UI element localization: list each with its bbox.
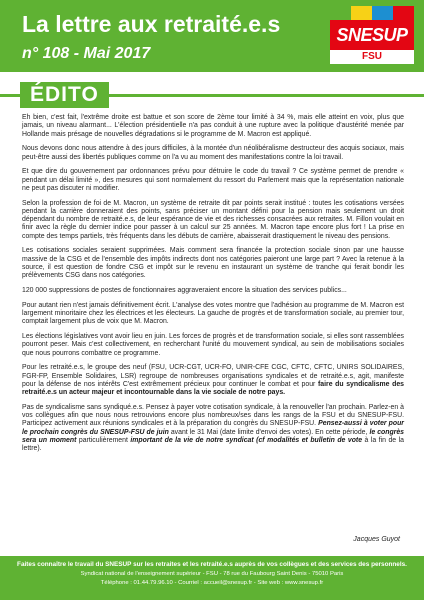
logo-subtitle: FSU: [330, 50, 414, 64]
emphasis-text: important de la vie de notre syndicat (cf modalités et bulletin de vote: [130, 437, 363, 445]
footer-contact: Téléphone : 01.44.79.96.10 - Courriel : accueil@snesup.fr - Site web : www.snesup.fr: [100, 580, 324, 586]
logo-bar-yellow: [351, 6, 372, 20]
author-signature: Jacques Guyot: [353, 536, 400, 543]
section-heading: ÉDITO: [30, 83, 99, 106]
footer: [0, 556, 424, 600]
snesup-fsu-logo: [330, 6, 414, 64]
section-heading-box: [20, 82, 109, 108]
emphasis-text: le congrès sera un moment: [22, 428, 405, 445]
newsletter-title: La lettre aux retraité.e.s: [22, 11, 281, 37]
paragraph: Les élections législatives vont avoir lieu en juin. Les forces de progrès et de transformation sociale, si elles sont rassemblées pourront peser. Mais c'est collectivement, en recherchant l'unité du mouvement syndical, au sein de mobilisations sociales que nous pourrons combattre ce programme.: [22, 332, 404, 357]
emphasis-text: Pensez-aussi à voter pour le prochain congrès du SNESUP-FSU de juin: [22, 420, 404, 436]
editorial-article: [22, 114, 404, 460]
paragraph: Selon la profession de foi de M. Macron, un système de retraite dit par points serait institué : toutes les cotisations versées pendant la carrière donneraient des points, sans préciser un montant défini pour la pension mais seulement un droit dépendant du nombre de retraité.e.s, de leur espérance de vie et des richesses consacrées aux retraites. M. Fillon voulait en finir avec la règle du dernier indice pour passer à un calcul sur 25 années. M. Macron tape encore plus fort ! La prise en compte des temps partiels, très fréquents dans les débuts de carrière, abaisserait drastiquement le niveau des pensions.: [22, 199, 404, 240]
issue-number: n° 108 - Mai 2017: [22, 45, 151, 62]
paragraph: [22, 404, 404, 454]
paragraph: Et que dire du gouvernement par ordonnances prévu pour détruire le code du travail ? Ce système permet de prendre « pendant un délai limité », des mesures qui sont normalement du ressort du Parlement mais que la représentation nationale ne peut pas discuter ni modifier.: [22, 168, 404, 192]
paragraph-text: Pas de syndicalisme sans syndiqué.e.s. Pensez à payer votre cotisation syndicale, à la renouveller l'an prochain. Parlez-en à vos collègues afin que nous nous retrouvions encore plus nombreux/ses dans les rangs de la FSU et du SNESUP-FSU. Participez activement aux réunions syndicales et à la préparation du congrès du SNESUP-FSU.: [22, 403, 404, 428]
footer-address: Syndicat national de l'enseignement supérieur - FSU - 78 rue du Faubourg Saint Denis - 75010 Paris: [80, 571, 344, 577]
paragraph: 120 000 suppressions de postes de fonctionnaires aggraveraient encore la situation des services publics...: [22, 287, 347, 294]
paragraph: Nous devons donc nous attendre à des jours difficiles, à la montée d'un néolibéralisme destructeur des acquis sociaux, mais peut-être aussi des libertés publiques comme on l'a vu au moment des manifestations contre la loi travail.: [22, 145, 404, 161]
footer-tagline: Faites connaître le travail du SNESUP sur les retraites et les retraité.e.s auprès de vos collègues et des services des personnels.: [17, 561, 407, 568]
paragraph-text: Pour les retraité.e.s, le groupe des neuf (FSU, UCR-CGT, UCR-FO, UNIR-CFE CGC, CFTC, CFTC, UNIRS SOLIDAIRES, FGR-FP, Ensemble Solidaires, LSR) regroupe de nombreuses organisations syndicales et de retraité.e.s, agit, manifeste pour la défense de nos intérêts C'est extrêmement précieux pour continuer le combat et pour: [22, 364, 404, 388]
logo-color-bars: [330, 6, 414, 20]
paragraph: Pour autant rien n'est jamais définitivement écrit. L'analyse des votes montre que l'adhésion au programme de M. Macron est largement minoritaire chez les électrices et les électeurs. La gauche de progrès et de transformation sociale, au premier tour, comptait largement plus de voix que M. Macron.: [22, 301, 404, 326]
paragraph-text: avant le 31 Mai (date limite d'envoi des votes). En cette période,: [168, 428, 370, 436]
paragraph: [22, 364, 404, 397]
logo-bar-red: [393, 6, 414, 20]
emphasis-text: faire du syndicalisme des retraité.e.s un acteur majeur et incontournable dans la vie sociale de notre pays.: [22, 380, 405, 397]
logo-bar-green: [330, 6, 351, 20]
paragraph-text: à la fin de la lettre).: [22, 437, 404, 453]
paragraph-text: particulièrement: [76, 437, 131, 445]
logo-bar-blue: [372, 6, 393, 20]
paragraph: Les cotisations sociales seraient supprimées. Mais comment sera financée la protection sociale sinon par une hausse massive de la CSG et de l'ensemble des impôts indirects dont nos catégories paieront une large part ? Avec la retenue à la source, il est question de fondre CSG et impôt sur le revenu en instaurant un système de tranche qui ferait bondir les prélèvements CSG dans nos catégories.: [22, 247, 404, 280]
paragraph: Eh bien, c'est fait, l'extrême droite est battue et son score de 2ème tour limité à 34 %, mais elle atteint en voix, plus que jamais, un niveau alarmant... L'élection présidentielle n'a pas conduit à une rupture avec la politique d'austérité menée par Hollande mais présage de nouvelles dégradations si le programme de M. Macron est appliqué.: [22, 114, 404, 138]
logo-wordmark: SNESUP: [330, 20, 414, 50]
